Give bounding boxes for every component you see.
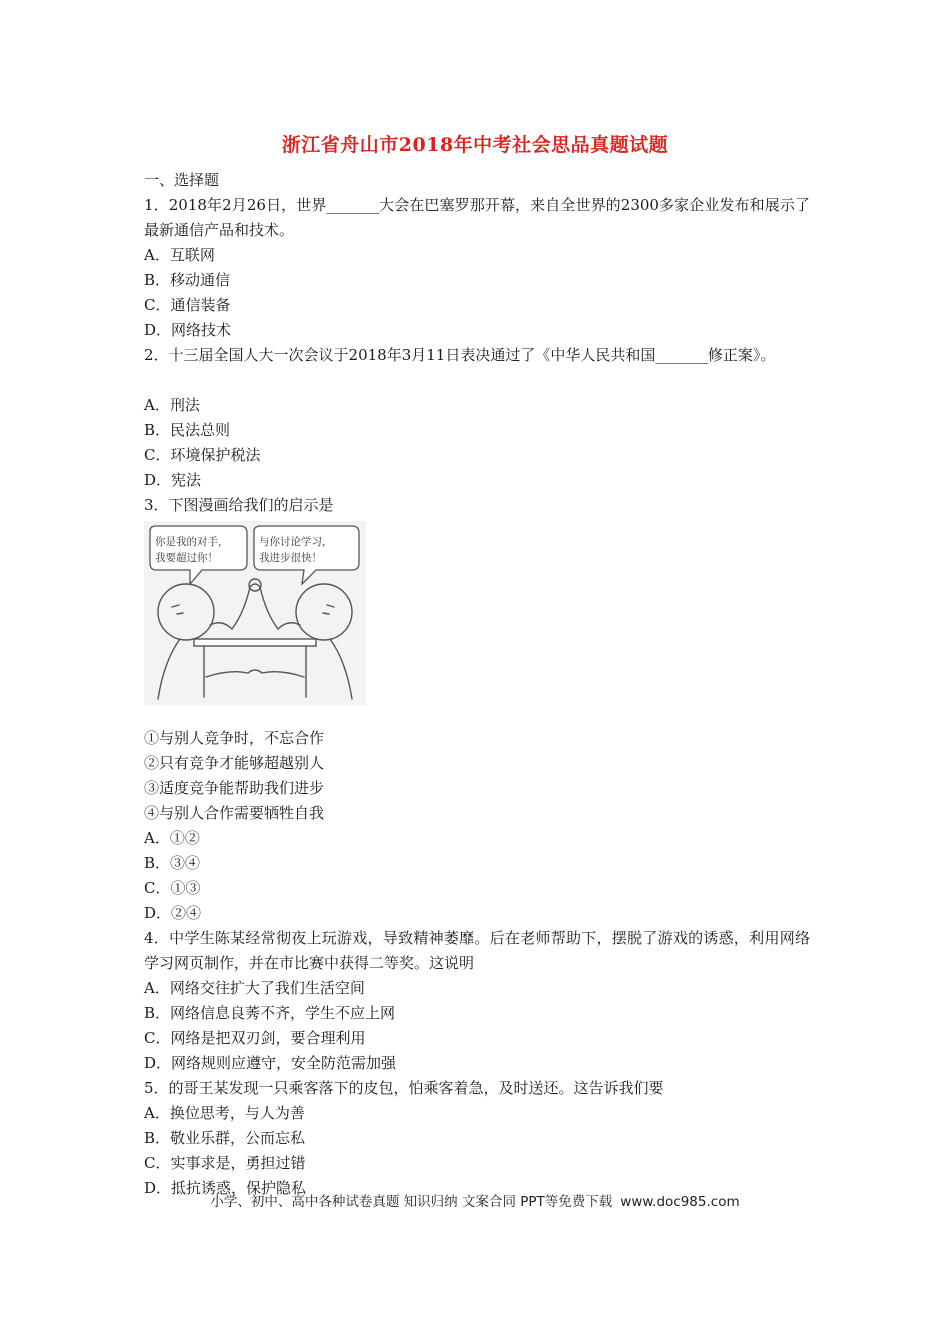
q1-option-a: A．互联网 [144,246,215,264]
right-bubble-line-1: 与你讨论学习， [259,536,333,548]
q4-option-a: A．网络交往扩大了我们生活空间 [144,979,365,997]
q4-option-b: B．网络信息良莠不齐，学生不应上网 [144,1004,396,1022]
question-4-stem: 4．中学生陈某经常彻夜上玩游戏，导致精神萎靡。后在老师帮助下，摆脱了游戏的诱惑，利用网络学习网页制作，并在市比赛中获得二等奖。这说明 [144,929,810,972]
q5-option-a: A．换位思考，与人为善 [144,1104,305,1122]
q2-option-d: D．宪法 [144,471,202,489]
q5-option-b: B．敬业乐群，公而忘私 [144,1129,306,1147]
footer-url[interactable]: www.doc985.com [620,1194,740,1210]
arm-wrestling-cartoon [144,521,366,705]
q3-option-b: B．③④ [144,854,201,872]
q3-statement-2: ②只有竞争才能够超越别人 [144,754,325,772]
left-bubble-line-2: 我要超过你！ [155,552,218,564]
q2-option-a: A．刑法 [144,396,200,414]
page-footer [0,1190,950,1210]
right-bubble-line-2: 我进步很快！ [259,552,322,564]
table-top [194,639,316,646]
document-title: 浙江省舟山市2018年中考社会思品真题试题 [281,134,669,156]
q5-option-d: D．抵抗诱惑，保护隐私 [144,1179,307,1197]
q3-option-d: D．②④ [144,904,202,922]
question-1-stem: 1．2018年2月26日，世界_______大会在巴塞罗那开幕，来自全世界的2300多家企业发布和展示了最新通信产品和技术。 [144,196,810,239]
footer-text: 小学、初中、高中各种试卷真题 知识归纳 文案合同 PPT等免费下载 [210,1194,613,1210]
left-bubble-line-1: 你是我的对手， [155,536,229,548]
q2-option-c: C．环境保护税法 [144,446,261,464]
question-2-stem: 2．十三届全国人大一次会议于2018年3月11日表决通过了《中华人民共和国_______修正案》。 [144,346,776,364]
q1-option-c: C．通信装备 [144,296,231,314]
q1-option-b: B．移动通信 [144,271,231,289]
q5-option-c: C．实事求是，勇担过错 [144,1154,306,1172]
q3-option-a: A．①② [144,829,200,847]
q2-option-b: B．民法总则 [144,421,231,439]
q3-option-c: C．①③ [144,879,201,897]
q1-option-d: D．网络技术 [144,321,232,339]
question-list [144,168,810,1201]
q4-option-c: C．网络是把双刃剑，要合理利用 [144,1029,366,1047]
section-heading: 一、选择题 [144,171,220,189]
q3-statement-1: ①与别人竞争时，不忘合作 [144,729,325,747]
q3-statement-4: ④与别人合作需要牺牲自我 [144,804,325,822]
q4-option-d: D．网络规则应遵守，安全防范需加强 [144,1054,397,1072]
question-5-stem: 5．的哥王某发现一只乘客落下的皮包，怕乘客着急，及时送还。这告诉我们要 [144,1079,664,1097]
q3-statement-3: ③适度竞争能帮助我们进步 [144,779,325,797]
question-3-stem: 3．下图漫画给我们的启示是 [144,496,334,514]
